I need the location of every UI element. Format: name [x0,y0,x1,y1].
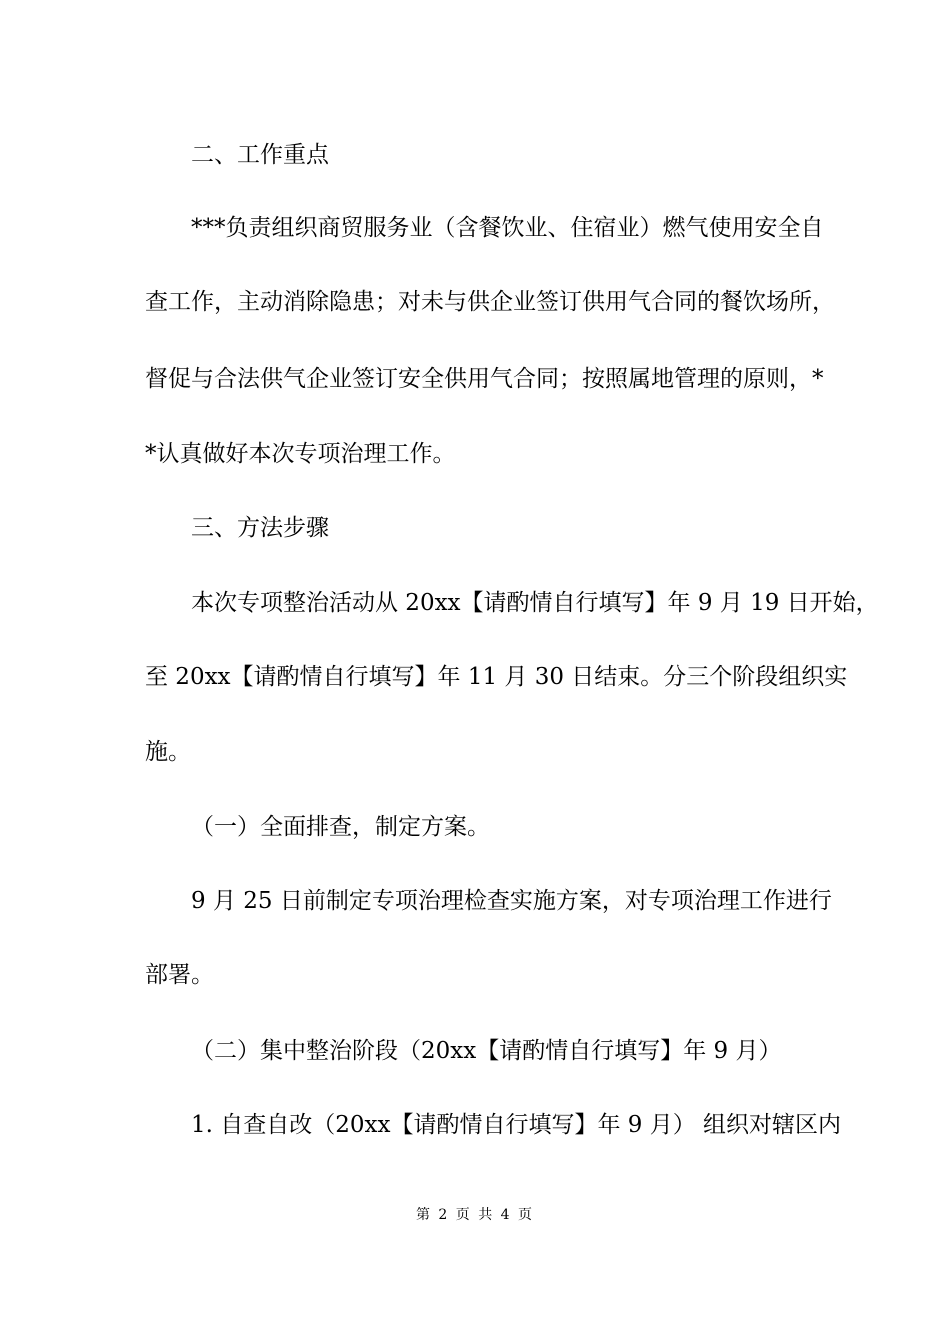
paragraph-line: 查工作，主动消除隐患；对未与供企业签订供用气合同的餐饮场所， [145,289,835,315]
paragraph-line: 至 20xx【请酌情自行填写】年 11 月 30 日结束。分三个阶段组织实 [145,664,848,690]
paragraph-line: 本次专项整治活动从 20xx【请酌情自行填写】年 9 月 19 日开始， [191,590,879,616]
page-number-footer: 第 2 页 共 4 页 [415,1207,535,1223]
paragraph-line: 1. 自查自改（20xx【请酌情自行填写】年 9 月） 组织对辖区内 [191,1112,842,1138]
paragraph-line: 9 月 25 日前制定专项治理检查实施方案，对专项治理工作进行 [191,888,832,914]
section-heading-work-focus: 二、工作重点 [191,142,329,168]
subsection-heading: （一）全面排查，制定方案。 [191,814,490,840]
subsection-heading: （二）集中整治阶段（20xx【请酌情自行填写】年 9 月） [191,1038,782,1064]
paragraph-line: ***负责组织商贸服务业（含餐饮业、住宿业）燃气使用安全自 [191,215,824,241]
paragraph-line: 部署。 [145,962,214,988]
section-heading-method-steps: 三、方法步骤 [191,515,329,541]
paragraph-line: 施。 [145,739,191,765]
paragraph-line: 督促与合法供气企业签订安全供用气合同；按照属地管理的原则，* [145,366,824,392]
paragraph-line: *认真做好本次专项治理工作。 [145,441,456,467]
